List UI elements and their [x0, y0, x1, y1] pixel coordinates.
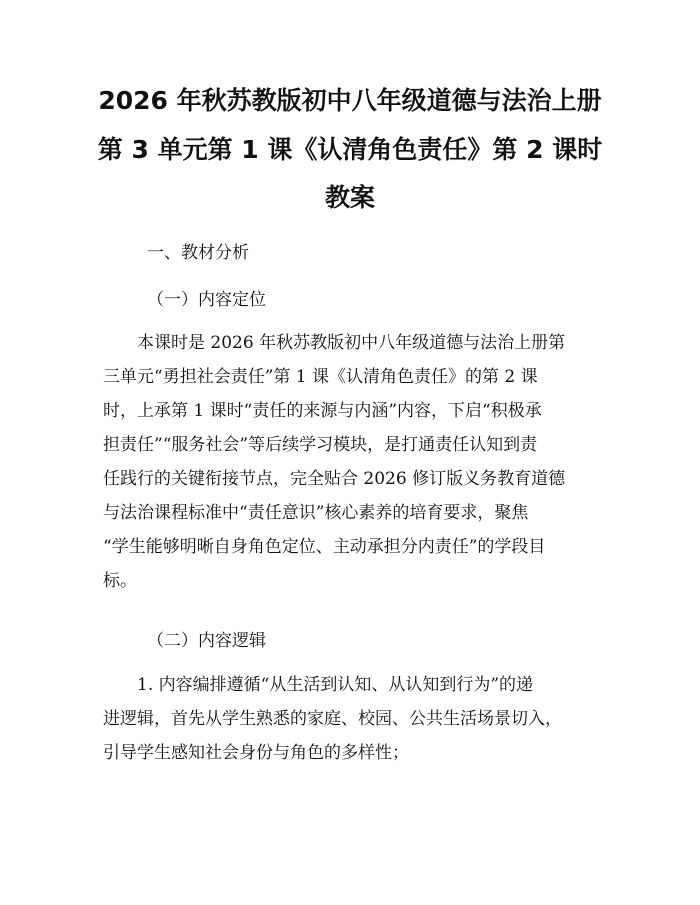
subsection-heading-content-positioning: （一）内容定位	[147, 290, 266, 310]
paragraph-line: 引导学生感知社会身份与角色的多样性；	[103, 743, 409, 763]
document-title-line-2: 第 3 单元第 1 课《认清角色责任》第 2 课时	[97, 135, 603, 164]
section-heading-teaching-material-analysis: 一、教材分析	[147, 243, 249, 263]
paragraph-line: 与法治课程标准中“责任意识”核心素养的培育要求，聚焦	[103, 503, 529, 523]
paragraph-line: 1. 内容编排遵循“从生活到认知、从认知到行为”的递	[137, 675, 534, 695]
paragraph-line: 担责任”“服务社会”等后续学习模块，是打通责任认知到责	[103, 435, 538, 455]
document-title-line-3: 教案	[324, 183, 375, 212]
paragraph-content-positioning	[103, 326, 603, 598]
document-title-line-1: 2026 年秋苏教版初中八年级道德与法治上册	[98, 86, 602, 115]
paragraph-line: “学生能够明晰自身角色定位、主动承担分内责任”的学段目	[103, 537, 546, 557]
paragraph-line: 时，上承第 1 课时“责任的来源与内涵”内容，下启“积极承	[103, 401, 542, 421]
paragraph-line: 任践行的关键衔接节点，完全贴合 2026 修订版义务教育道德	[103, 469, 566, 489]
paragraph-content-logic	[103, 668, 603, 770]
paragraph-line: 进逻辑，首先从学生熟悉的家庭、校园、公共生活场景切入，	[103, 709, 562, 729]
subsection-heading-content-logic: （二）内容逻辑	[147, 631, 266, 651]
paragraph-line: 标。	[103, 571, 137, 591]
paragraph-line: 三单元“勇担社会责任”第 1 课《认清角色责任》的第 2 课	[103, 367, 538, 387]
paragraph-line: 本课时是 2026 年秋苏教版初中八年级道德与法治上册第	[137, 333, 566, 353]
